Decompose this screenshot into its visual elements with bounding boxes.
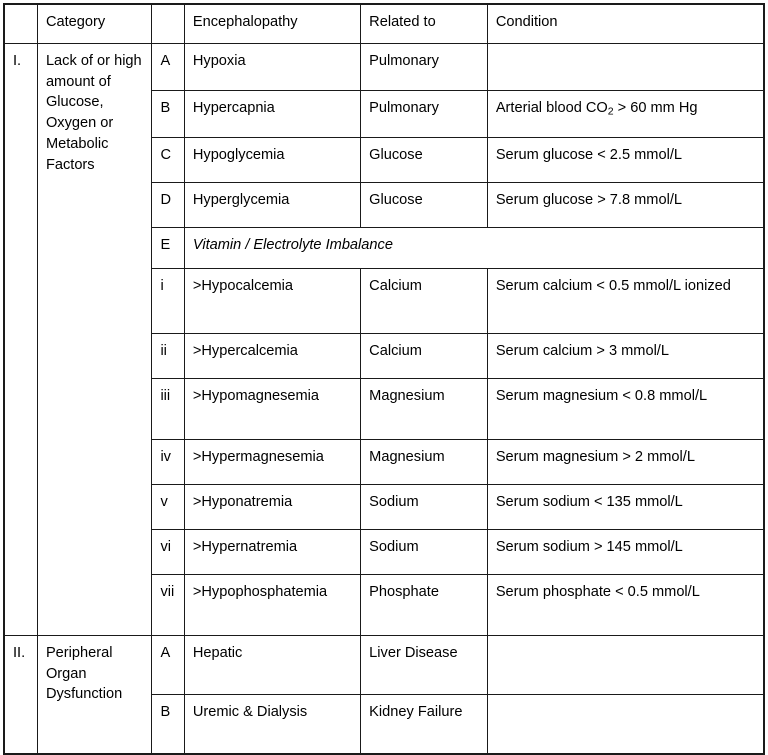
header-row: [4, 4, 764, 44]
section-category: Peripheral Organ Dysfunction: [37, 636, 152, 755]
row-letter: iv: [152, 440, 184, 485]
row-letter: E: [152, 228, 184, 269]
row-encephalopathy: Hypoxia: [184, 44, 360, 91]
row-letter: vii: [152, 575, 184, 636]
row-condition: [487, 695, 764, 755]
row-related-to: Glucose: [361, 183, 488, 228]
encephalopathy-classification-table: [3, 3, 765, 755]
row-letter: v: [152, 485, 184, 530]
row-letter: i: [152, 269, 184, 334]
row-condition: [487, 44, 764, 91]
row-encephalopathy: Hyperglycemia: [184, 183, 360, 228]
row-condition: Serum sodium > 145 mmol/L: [487, 530, 764, 575]
row-subheading-label: Vitamin / Electrolyte Imbalance: [184, 228, 764, 269]
row-encephalopathy: >Hypercalcemia: [184, 334, 360, 379]
row-letter: B: [152, 695, 184, 755]
row-condition: [487, 91, 764, 138]
row-encephalopathy: >Hypernatremia: [184, 530, 360, 575]
row-encephalopathy: Hypercapnia: [184, 91, 360, 138]
header-number: [4, 4, 37, 44]
row-related-to: Sodium: [361, 530, 488, 575]
row-condition: Serum phosphate < 0.5 mmol/L: [487, 575, 764, 636]
table-row: [4, 44, 764, 91]
row-letter: vi: [152, 530, 184, 575]
row-letter: iii: [152, 379, 184, 440]
row-related-to: Pulmonary: [361, 44, 488, 91]
row-encephalopathy: >Hypophosphatemia: [184, 575, 360, 636]
row-related-to: Calcium: [361, 334, 488, 379]
section-number: II.: [4, 636, 37, 755]
header-condition: Condition: [487, 4, 764, 44]
row-encephalopathy: Hepatic: [184, 636, 360, 695]
row-letter: A: [152, 636, 184, 695]
row-related-to: Liver Disease: [361, 636, 488, 695]
row-condition: Serum glucose > 7.8 mmol/L: [487, 183, 764, 228]
row-condition: Serum glucose < 2.5 mmol/L: [487, 138, 764, 183]
row-letter: C: [152, 138, 184, 183]
table-body: [4, 44, 764, 755]
header-encephalopathy: Encephalopathy: [184, 4, 360, 44]
row-letter: B: [152, 91, 184, 138]
row-related-to: Kidney Failure: [361, 695, 488, 755]
condition-text-pre: Arterial blood CO: [495, 100, 608, 116]
row-letter: ii: [152, 334, 184, 379]
row-condition: Serum calcium < 0.5 mmol/L ionized: [487, 269, 764, 334]
row-letter: D: [152, 183, 184, 228]
condition-text-post: > 60 mm Hg: [613, 100, 698, 116]
row-related-to: Magnesium: [361, 379, 488, 440]
row-related-to: Glucose: [361, 138, 488, 183]
table-row: [4, 636, 764, 695]
row-related-to: Phosphate: [361, 575, 488, 636]
header-letter: [152, 4, 184, 44]
row-condition: Serum magnesium < 0.8 mmol/L: [487, 379, 764, 440]
header-related-to: Related to: [361, 4, 488, 44]
row-encephalopathy: >Hyponatremia: [184, 485, 360, 530]
table-header: [4, 4, 764, 44]
row-encephalopathy: Uremic & Dialysis: [184, 695, 360, 755]
row-condition: [487, 636, 764, 695]
row-condition: Serum calcium > 3 mmol/L: [487, 334, 764, 379]
section-category: Lack of or high amount of Glucose, Oxygen or Metabolic Factors: [37, 44, 152, 636]
row-condition: Serum magnesium > 2 mmol/L: [487, 440, 764, 485]
row-related-to: Sodium: [361, 485, 488, 530]
header-category: Category: [37, 4, 152, 44]
row-related-to: Magnesium: [361, 440, 488, 485]
row-encephalopathy: >Hypomagnesemia: [184, 379, 360, 440]
subscript-2: 2: [607, 105, 614, 118]
row-condition: Serum sodium < 135 mmol/L: [487, 485, 764, 530]
row-related-to: Pulmonary: [361, 91, 488, 138]
row-related-to: Calcium: [361, 269, 488, 334]
row-encephalopathy: >Hypermagnesemia: [184, 440, 360, 485]
row-encephalopathy: >Hypocalcemia: [184, 269, 360, 334]
row-letter: A: [152, 44, 184, 91]
row-encephalopathy: Hypoglycemia: [184, 138, 360, 183]
section-number: I.: [4, 44, 37, 636]
